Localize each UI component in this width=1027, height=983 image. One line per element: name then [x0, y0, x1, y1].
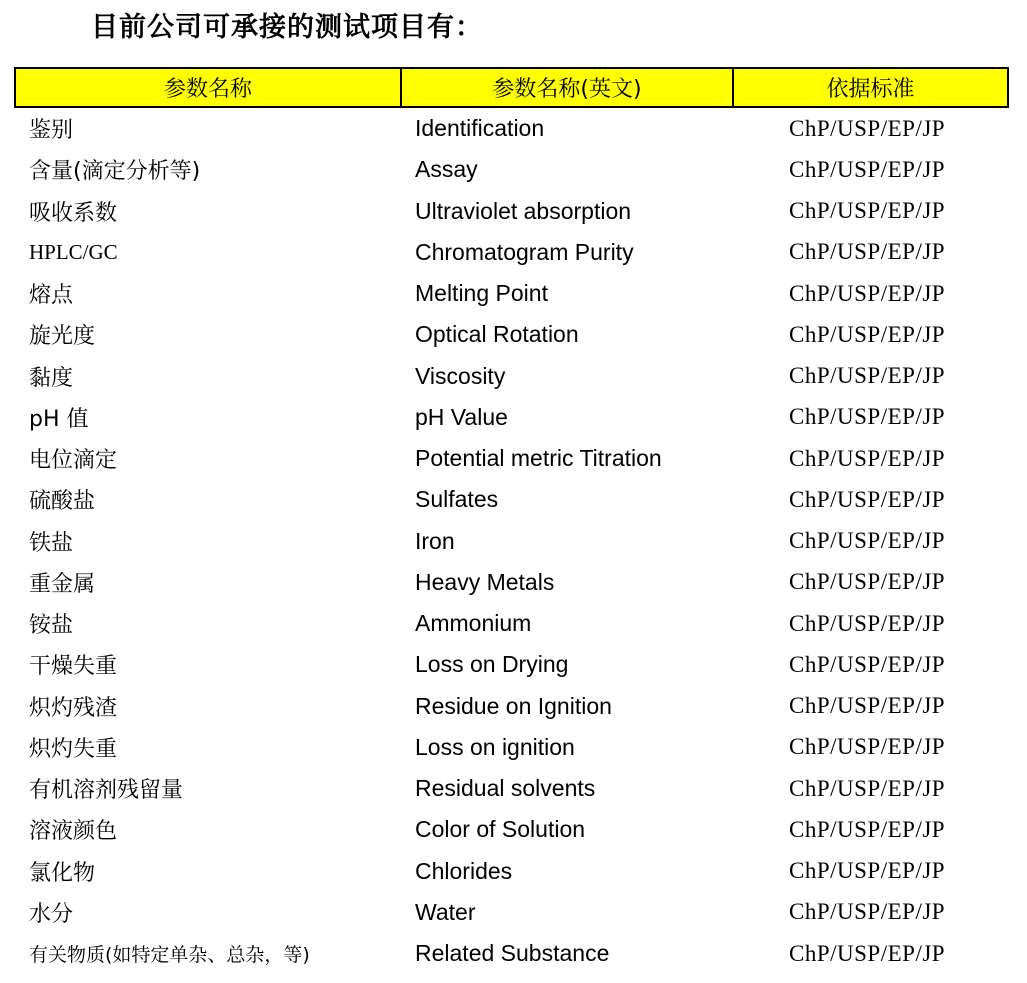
- reference-standard-cell: ChP/USP/EP/JP: [789, 569, 946, 595]
- parameter-name-cell: 炽灼失重: [29, 736, 118, 762]
- parameter-name-english-cell: Melting Point: [415, 280, 548, 307]
- test-items-table-body: [0, 108, 1027, 974]
- table-row: [0, 356, 1027, 397]
- parameter-name-cell: 溶液颜色: [29, 819, 118, 845]
- reference-standard-cell: ChP/USP/EP/JP: [789, 775, 946, 801]
- table-row: [0, 314, 1027, 355]
- reference-standard-cell: ChP/USP/EP/JP: [789, 363, 946, 389]
- parameter-name-english-cell: Residue on Ignition: [415, 692, 612, 719]
- reference-standard-cell: ChP/USP/EP/JP: [789, 528, 946, 554]
- page-title: 目前公司可承接的测试项目有：: [91, 12, 483, 43]
- parameter-name-english-cell: Sulfates: [415, 486, 499, 513]
- table-row: [0, 479, 1027, 520]
- table-row: [0, 191, 1027, 232]
- reference-standard-cell: ChP/USP/EP/JP: [789, 198, 946, 224]
- table-row: [0, 232, 1027, 273]
- table-row: [0, 397, 1027, 438]
- reference-standard-cell: ChP/USP/EP/JP: [789, 239, 946, 265]
- parameter-name-english-cell: Potential metric Titration: [415, 445, 662, 472]
- parameter-name-english-cell: Residual solvents: [415, 775, 596, 802]
- table-row: [0, 851, 1027, 892]
- table-row: [0, 603, 1027, 644]
- reference-standard-cell: ChP/USP/EP/JP: [789, 693, 946, 719]
- reference-standard-cell: ChP/USP/EP/JP: [789, 858, 946, 884]
- parameter-name-english-cell: Viscosity: [415, 362, 506, 389]
- parameter-name-english-cell: Chlorides: [415, 857, 513, 884]
- parameter-name-cell: 有机溶剂残留量: [29, 778, 184, 804]
- table-row: [0, 562, 1027, 603]
- parameter-name-cell: 有关物质(如特定单杂、总杂，等): [29, 944, 310, 967]
- parameter-name-english-cell: Ammonium: [415, 610, 532, 637]
- table-row: [0, 644, 1027, 685]
- reference-standard-cell: ChP/USP/EP/JP: [789, 115, 946, 141]
- parameter-name-english-cell: Related Substance: [415, 940, 610, 967]
- reference-standard-cell: ChP/USP/EP/JP: [789, 940, 946, 966]
- parameter-name-cell: pH 值: [29, 406, 89, 432]
- table-row: [0, 108, 1027, 149]
- header-parameter-name-english: 参数名称(英文): [402, 69, 734, 106]
- parameter-name-english-cell: Ultraviolet absorption: [415, 197, 632, 224]
- parameter-name-cell: 硫酸盐: [29, 489, 96, 515]
- table-row: [0, 149, 1027, 190]
- table-row: [0, 727, 1027, 768]
- reference-standard-cell: ChP/USP/EP/JP: [789, 404, 946, 430]
- table-row: [0, 892, 1027, 933]
- reference-standard-cell: ChP/USP/EP/JP: [789, 321, 946, 347]
- reference-standard-cell: ChP/USP/EP/JP: [789, 156, 946, 182]
- header-parameter-name: 参数名称: [16, 69, 402, 106]
- reference-standard-cell: ChP/USP/EP/JP: [789, 280, 946, 306]
- table-row: [0, 809, 1027, 850]
- table-header: [14, 67, 1009, 108]
- table-row: [0, 933, 1027, 974]
- parameter-name-cell: 旋光度: [29, 324, 96, 350]
- parameter-name-cell: 水分: [29, 901, 74, 927]
- parameter-name-english-cell: Water: [415, 898, 476, 925]
- reference-standard-cell: ChP/USP/EP/JP: [789, 486, 946, 512]
- table-row: [0, 273, 1027, 314]
- reference-standard-cell: ChP/USP/EP/JP: [789, 610, 946, 636]
- parameter-name-cell: HPLC/GC: [29, 239, 118, 264]
- parameter-name-english-cell: Loss on Drying: [415, 651, 569, 678]
- parameter-name-cell: 炽灼残渣: [29, 695, 118, 721]
- parameter-name-cell: 重金属: [29, 571, 96, 597]
- parameter-name-cell: 黏度: [29, 365, 74, 391]
- parameter-name-cell: 氯化物: [29, 860, 96, 886]
- header-reference-standard: 依据标准: [826, 77, 915, 102]
- parameter-name-english-cell: Identification: [415, 115, 545, 142]
- parameter-name-cell: 含量(滴定分析等): [29, 159, 201, 185]
- reference-standard-cell: ChP/USP/EP/JP: [789, 445, 946, 471]
- table-row: [0, 768, 1027, 809]
- parameter-name-cell: 电位滴定: [29, 448, 118, 474]
- reference-standard-cell: ChP/USP/EP/JP: [789, 651, 946, 677]
- reference-standard-cell: ChP/USP/EP/JP: [789, 734, 946, 760]
- parameter-name-cell: 吸收系数: [29, 200, 118, 226]
- parameter-name-english-cell: Chromatogram Purity: [415, 238, 634, 265]
- parameter-name-english-cell: Iron: [415, 527, 455, 554]
- parameter-name-cell: 干燥失重: [29, 654, 118, 680]
- parameter-name-english-cell: Color of Solution: [415, 816, 586, 843]
- parameter-name-english-cell: Optical Rotation: [415, 321, 579, 348]
- parameter-name-cell: 熔点: [29, 283, 74, 309]
- parameter-name-english-cell: Heavy Metals: [415, 568, 555, 595]
- parameter-name-english-cell: Assay: [415, 156, 478, 183]
- reference-standard-cell: ChP/USP/EP/JP: [789, 816, 946, 842]
- reference-standard-cell: ChP/USP/EP/JP: [789, 899, 946, 925]
- table-row: [0, 438, 1027, 479]
- table-row: [0, 521, 1027, 562]
- parameter-name-cell: 鉴别: [29, 118, 74, 144]
- table-row: [0, 686, 1027, 727]
- parameter-name-cell: 铵盐: [29, 613, 74, 639]
- parameter-name-cell: 铁盐: [29, 530, 74, 556]
- parameter-name-english-cell: pH Value: [415, 403, 508, 430]
- parameter-name-english-cell: Loss on ignition: [415, 733, 575, 760]
